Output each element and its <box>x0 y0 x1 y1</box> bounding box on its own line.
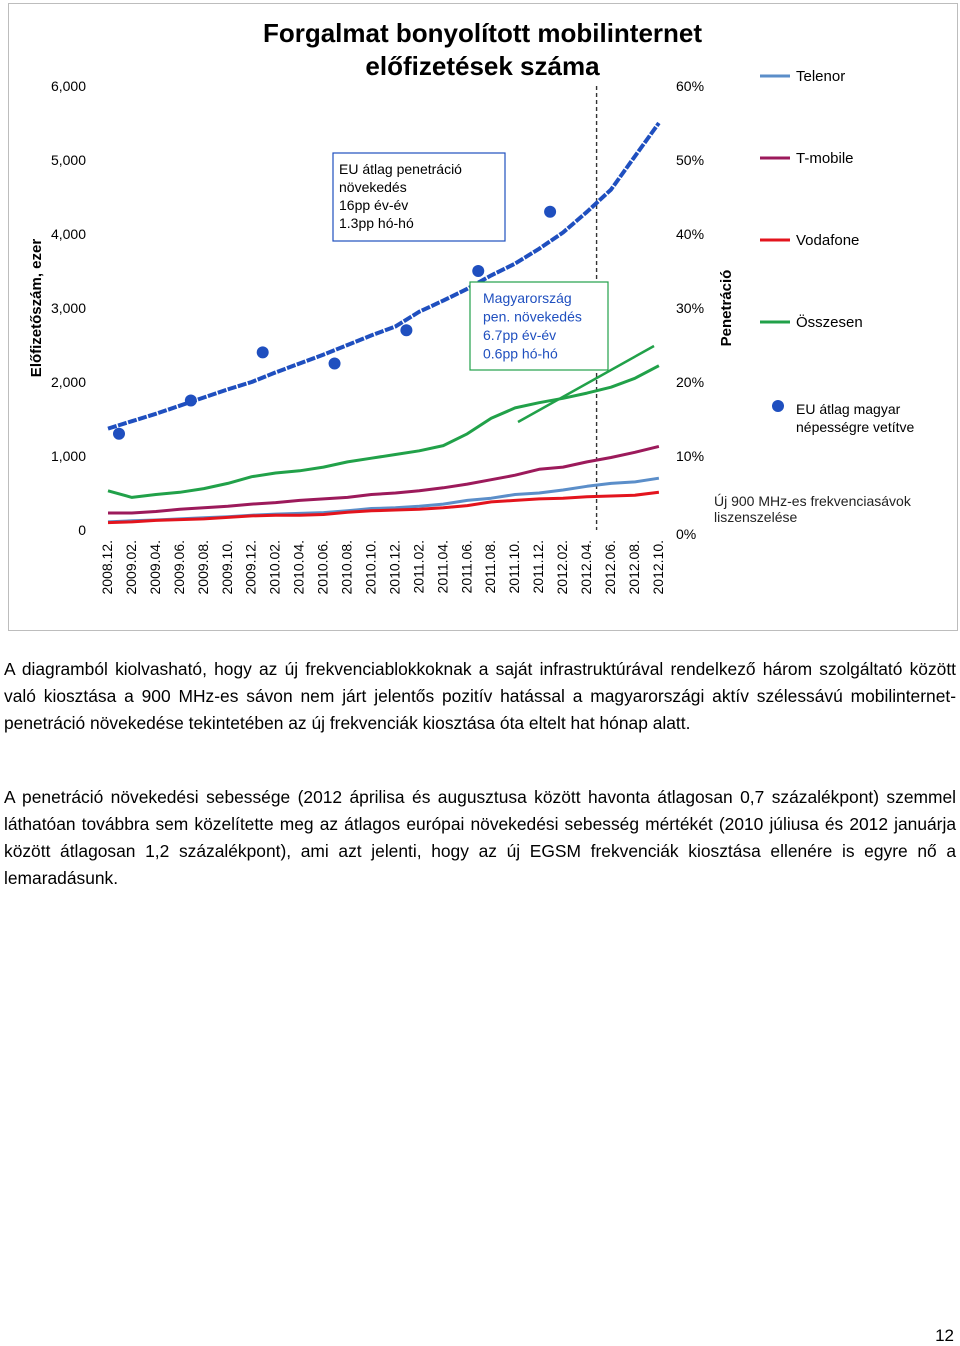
legend-label: Összesen <box>796 314 863 331</box>
eu-growth-text: EU átlag penetráció <box>339 161 462 177</box>
eu-average-point <box>185 395 197 407</box>
x-tick-label: 2011.12. <box>530 540 547 594</box>
x-tick-label: 2010.08. <box>338 540 355 595</box>
paragraph-1: A diagramból kiolvasható, hogy az új frekvenciablokkoknak a saját infrastruktúrával rendelkező három szolgáltató között való kiosztása a 900 MHz-es sávon nem járt jelentős pozitív hatással a magyarországi aktív szélessávú mobilinternet-penetráció növekedése tekintetében az új frekvenciák kiosztása óta eltelt hat hónap alatt. <box>4 659 956 733</box>
series-line-telenor <box>108 478 659 522</box>
x-tick-label: 2008.12. <box>99 540 115 595</box>
x-tick-label: 2011.06. <box>458 540 475 594</box>
paragraph-2: A penetráció növekedési sebessége (2012 áprilisa és augusztusa között havonta átlagosan 0,7 százalékpont) szemmel láthatóan továbbra sem közelítette meg az átlagos európai növekedési sebesség mértékét (2010 júliusa és 2012 januárja között átlagosan 1,2 százalékpont), ami azt jelenti, hogy az új EGSM frekvenciák kiosztása ellenére is egyre nő a lemaradásunk. <box>4 787 956 888</box>
x-tick-label: 2009.06. <box>170 540 187 595</box>
y-left-tick-label: 4,000 <box>50 226 86 242</box>
y-right-tick-label: 40% <box>676 226 705 242</box>
eu-growth-text: növekedés <box>339 179 407 195</box>
y-right-tick-label: 50% <box>676 152 705 168</box>
legend-swatch <box>772 400 784 412</box>
eu-average-point <box>544 206 556 218</box>
x-tick-label: 2012.08. <box>625 540 642 595</box>
x-tick-label: 2012.10. <box>649 540 666 595</box>
page-number: 12 <box>935 1326 954 1345</box>
hu-growth-text: pen. növekedés <box>483 308 582 325</box>
x-tick-label: 2012.04. <box>578 540 594 595</box>
x-tick-label: 2010.04. <box>290 540 307 595</box>
legend-label: Vodafone <box>796 232 860 249</box>
x-tick-label: 2009.12. <box>242 540 259 595</box>
chart-title-line-2: előfizetések száma <box>365 51 600 81</box>
y-left-axis-title: Előfizetőszám, ezer <box>28 238 45 378</box>
y-left-tick-label: 6,000 <box>50 78 86 94</box>
x-tick-label: 2011.02. <box>410 540 427 594</box>
y-left-tick-label: 0 <box>78 522 86 538</box>
x-tick-label: 2009.08. <box>194 540 211 595</box>
legend-label: EU átlag magyar <box>796 401 901 417</box>
y-right-tick-label: 10% <box>676 448 705 464</box>
y-left-tick-label: 5,000 <box>50 152 86 168</box>
x-tick-label: 2010.02. <box>266 540 283 595</box>
legend-label: Telenor <box>796 68 846 85</box>
frequency-license-label: liszenszelése <box>714 509 798 525</box>
eu-average-point <box>329 358 341 370</box>
x-tick-label: 2010.12. <box>386 540 403 595</box>
eu-growth-text: 1.3pp hó-hó <box>339 215 414 231</box>
y-left-tick-label: 1,000 <box>50 448 86 464</box>
series-line-osszesen <box>108 366 659 498</box>
x-tick-label: 2012.02. <box>554 540 571 595</box>
x-tick-label: 2010.10. <box>362 540 379 595</box>
x-tick-label: 2011.10. <box>506 540 523 594</box>
hu-growth-text: 6.7pp év-év <box>483 327 557 343</box>
y-left-tick-label: 3,000 <box>50 300 86 316</box>
legend-label: T-mobile <box>796 150 854 167</box>
eu-average-point <box>257 346 269 358</box>
legend-label: népességre vetítve <box>796 419 915 435</box>
y-right-tick-label: 20% <box>676 374 705 390</box>
eu-average-point <box>472 265 484 277</box>
frequency-license-label: Új 900 MHz-es frekvenciasávok <box>714 493 911 509</box>
y-right-tick-label: 0% <box>676 526 697 542</box>
x-tick-label: 2009.04. <box>146 540 163 595</box>
y-right-tick-label: 30% <box>676 300 705 316</box>
y-right-tick-label: 60% <box>676 78 705 94</box>
hu-growth-text: 0.6pp hó-hó <box>483 345 558 362</box>
eu-average-point <box>113 428 125 440</box>
chart <box>0 0 960 640</box>
y-right-axis-title: Penetráció <box>718 269 735 347</box>
chart-title-line-1: Forgalmat bonyolított mobilinternet <box>262 18 703 48</box>
x-tick-label: 2011.08. <box>482 540 499 594</box>
x-tick-label: 2009.02. <box>122 540 139 595</box>
x-tick-label: 2010.06. <box>314 540 331 595</box>
hu-growth-text: Magyarország <box>483 290 572 306</box>
x-tick-label: 2011.04. <box>434 540 451 594</box>
x-tick-label: 2009.10. <box>218 540 235 595</box>
eu-average-point <box>400 324 412 336</box>
eu-growth-text: 16pp év-év <box>339 197 409 213</box>
y-left-tick-label: 2,000 <box>50 374 86 390</box>
x-tick-label: 2012.06. <box>601 540 618 595</box>
